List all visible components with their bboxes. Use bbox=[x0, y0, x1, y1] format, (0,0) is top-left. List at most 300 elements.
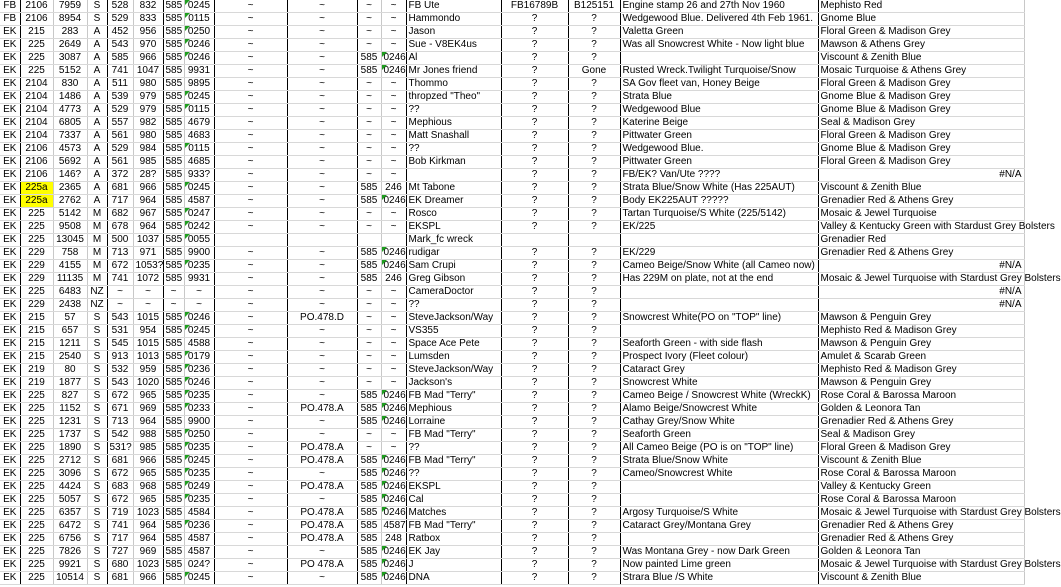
cell-code-b[interactable]: 1015 bbox=[133, 338, 163, 351]
cell-col-n[interactable]: ? bbox=[501, 221, 568, 234]
cell-owner[interactable]: Mt Tabone bbox=[406, 182, 501, 195]
cell-number[interactable]: 4573 bbox=[53, 143, 87, 156]
cell-po-number[interactable]: ~ bbox=[287, 78, 357, 91]
cell-col-n[interactable]: ? bbox=[501, 143, 568, 156]
cell-code-c[interactable]: 585 bbox=[163, 429, 184, 442]
cell-owner[interactable]: Jackson's bbox=[406, 377, 501, 390]
cell-col-n[interactable]: ? bbox=[501, 260, 568, 273]
cell-number[interactable]: 11135 bbox=[53, 273, 87, 286]
cell-col-n[interactable]: ? bbox=[501, 156, 568, 169]
cell-notes[interactable]: Tartan Turquoise/S White (225/5142) bbox=[620, 208, 818, 221]
cell-model[interactable]: EK bbox=[0, 572, 20, 585]
cell-trim[interactable]: Gnome Blue & Madison Grey bbox=[818, 143, 1024, 156]
cell-col-n[interactable]: ? bbox=[501, 559, 568, 572]
cell-owner[interactable]: ?? bbox=[406, 104, 501, 117]
cell-col-n[interactable]: ? bbox=[501, 468, 568, 481]
cell-misc-a[interactable]: ~ bbox=[214, 533, 287, 546]
cell-code-d[interactable]: 0235 bbox=[184, 390, 214, 403]
cell-misc-a[interactable]: ~ bbox=[214, 13, 287, 26]
cell-code-a[interactable]: 681 bbox=[107, 572, 133, 585]
cell-number[interactable]: 2540 bbox=[53, 351, 87, 364]
cell-po-number[interactable]: ~ bbox=[287, 390, 357, 403]
cell-trans[interactable]: NZ bbox=[87, 286, 107, 299]
cell-plate-a[interactable]: 585 bbox=[357, 455, 381, 468]
cell-plate-a[interactable]: ~ bbox=[357, 286, 381, 299]
cell-number[interactable]: 2365 bbox=[53, 182, 87, 195]
cell-col-o[interactable]: ? bbox=[568, 572, 620, 585]
cell-model[interactable]: EK bbox=[0, 182, 20, 195]
cell-code-b[interactable]: 971 bbox=[133, 247, 163, 260]
cell-plate-a[interactable]: ~ bbox=[357, 325, 381, 338]
cell-trim[interactable]: Floral Green & Madison Grey bbox=[818, 78, 1024, 91]
cell-po-number[interactable]: ~ bbox=[287, 13, 357, 26]
cell-trim[interactable]: #N/A bbox=[818, 169, 1024, 182]
cell-owner[interactable]: Thommo bbox=[406, 78, 501, 91]
cell-col-o[interactable]: ? bbox=[568, 468, 620, 481]
cell-trans[interactable]: S bbox=[87, 364, 107, 377]
cell-plate-b[interactable]: 0246 bbox=[381, 195, 406, 208]
cell-trim[interactable]: Mawson & Penguin Grey bbox=[818, 312, 1024, 325]
cell-trans[interactable]: S bbox=[87, 468, 107, 481]
cell-plate-b[interactable]: 0246 bbox=[381, 416, 406, 429]
cell-engine[interactable]: 2104 bbox=[20, 104, 53, 117]
cell-trans[interactable]: A bbox=[87, 117, 107, 130]
cell-owner[interactable]: FB Mad "Terry" bbox=[406, 390, 501, 403]
cell-col-o[interactable]: ? bbox=[568, 559, 620, 572]
cell-plate-b[interactable]: 246 bbox=[381, 182, 406, 195]
cell-notes[interactable]: Cathay Grey/Snow White bbox=[620, 416, 818, 429]
cell-trim[interactable]: Grenadier Red & Athens Grey bbox=[818, 416, 1024, 429]
cell-code-a[interactable]: 672 bbox=[107, 468, 133, 481]
cell-plate-b[interactable]: ~ bbox=[381, 429, 406, 442]
cell-trim[interactable]: Grenadier Red & Athens Grey bbox=[818, 533, 1024, 546]
cell-code-a[interactable]: 741 bbox=[107, 65, 133, 78]
cell-owner[interactable]: FB Mad "Terry" bbox=[406, 455, 501, 468]
cell-col-o[interactable]: ? bbox=[568, 403, 620, 416]
cell-model[interactable]: EK bbox=[0, 416, 20, 429]
cell-engine[interactable]: 215 bbox=[20, 351, 53, 364]
cell-engine[interactable]: 2106 bbox=[20, 0, 53, 13]
cell-code-b[interactable]: 28? bbox=[133, 169, 163, 182]
cell-code-b[interactable]: 1023 bbox=[133, 507, 163, 520]
cell-number[interactable]: 57 bbox=[53, 312, 87, 325]
cell-number[interactable]: 1486 bbox=[53, 91, 87, 104]
cell-plate-b[interactable]: 0246 bbox=[381, 260, 406, 273]
cell-notes[interactable]: EK/229 bbox=[620, 247, 818, 260]
cell-trans[interactable]: A bbox=[87, 195, 107, 208]
cell-notes[interactable]: Strata Blue/Snow White (Has 225AUT) bbox=[620, 182, 818, 195]
cell-trans[interactable]: M bbox=[87, 221, 107, 234]
cell-trans[interactable]: S bbox=[87, 13, 107, 26]
cell-notes[interactable]: Engine stamp 26 and 27th Nov 1960 bbox=[620, 0, 818, 13]
cell-notes[interactable]: Body EK225AUT ????? bbox=[620, 195, 818, 208]
cell-owner[interactable]: Bob Kirkman bbox=[406, 156, 501, 169]
cell-code-c[interactable]: 585 bbox=[163, 507, 184, 520]
cell-engine[interactable]: 225 bbox=[20, 221, 53, 234]
cell-notes[interactable]: Cataract Grey bbox=[620, 364, 818, 377]
cell-trim[interactable]: Seal & Madison Grey bbox=[818, 117, 1024, 130]
cell-model[interactable]: EK bbox=[0, 156, 20, 169]
cell-number[interactable]: 1890 bbox=[53, 442, 87, 455]
cell-misc-a[interactable]: ~ bbox=[214, 546, 287, 559]
cell-col-n[interactable]: ? bbox=[501, 351, 568, 364]
cell-owner[interactable]: DNA bbox=[406, 572, 501, 585]
cell-plate-a[interactable]: ~ bbox=[357, 169, 381, 182]
cell-code-a[interactable]: 719 bbox=[107, 507, 133, 520]
cell-trans[interactable]: M bbox=[87, 234, 107, 247]
cell-number[interactable]: 1231 bbox=[53, 416, 87, 429]
cell-trans[interactable]: A bbox=[87, 143, 107, 156]
cell-notes[interactable]: Seaforth Green - with side flash bbox=[620, 338, 818, 351]
cell-engine[interactable]: 219 bbox=[20, 364, 53, 377]
cell-owner[interactable]: Mr Jones friend bbox=[406, 65, 501, 78]
cell-notes[interactable] bbox=[620, 494, 818, 507]
cell-misc-a[interactable]: ~ bbox=[214, 208, 287, 221]
cell-number[interactable]: 10514 bbox=[53, 572, 87, 585]
cell-code-a[interactable]: ~ bbox=[107, 299, 133, 312]
cell-plate-b[interactable]: ~ bbox=[381, 39, 406, 52]
cell-col-o[interactable]: ? bbox=[568, 156, 620, 169]
cell-plate-b[interactable]: ~ bbox=[381, 442, 406, 455]
cell-code-b[interactable]: ~ bbox=[133, 286, 163, 299]
cell-col-o[interactable]: ? bbox=[568, 39, 620, 52]
cell-code-d[interactable]: 4683 bbox=[184, 130, 214, 143]
cell-engine[interactable]: 229 bbox=[20, 299, 53, 312]
cell-notes[interactable]: Seaforth Green bbox=[620, 429, 818, 442]
cell-code-b[interactable]: 965 bbox=[133, 494, 163, 507]
cell-model[interactable]: EK bbox=[0, 91, 20, 104]
cell-engine[interactable]: 225 bbox=[20, 208, 53, 221]
cell-plate-b[interactable]: ~ bbox=[381, 286, 406, 299]
cell-owner[interactable]: Ratbox bbox=[406, 533, 501, 546]
cell-code-b[interactable]: 964 bbox=[133, 221, 163, 234]
cell-trans[interactable]: S bbox=[87, 338, 107, 351]
cell-code-a[interactable]: 539 bbox=[107, 91, 133, 104]
cell-trans[interactable]: S bbox=[87, 0, 107, 13]
cell-code-d[interactable]: 0235 bbox=[184, 468, 214, 481]
cell-plate-a[interactable]: 585 bbox=[357, 247, 381, 260]
cell-col-n[interactable]: ? bbox=[501, 78, 568, 91]
cell-engine[interactable]: 225 bbox=[20, 559, 53, 572]
cell-notes[interactable] bbox=[620, 52, 818, 65]
cell-po-number[interactable]: PO.478.A bbox=[287, 403, 357, 416]
cell-plate-b[interactable]: 0246 bbox=[381, 507, 406, 520]
cell-plate-b[interactable]: ~ bbox=[381, 78, 406, 91]
cell-trim[interactable]: Mosaic & Jewel Turquoise with Stardust Grey Bolsters bbox=[818, 559, 1024, 572]
cell-col-n[interactable]: ? bbox=[501, 377, 568, 390]
cell-model[interactable]: EK bbox=[0, 39, 20, 52]
cell-plate-a[interactable]: 585 bbox=[357, 390, 381, 403]
cell-code-a[interactable]: 529 bbox=[107, 143, 133, 156]
cell-trans[interactable]: S bbox=[87, 312, 107, 325]
cell-owner[interactable]: Mephious bbox=[406, 403, 501, 416]
cell-plate-a[interactable]: 585 bbox=[357, 182, 381, 195]
cell-model[interactable]: EK bbox=[0, 546, 20, 559]
cell-code-c[interactable]: 585 bbox=[163, 13, 184, 26]
cell-po-number[interactable]: ~ bbox=[287, 156, 357, 169]
cell-code-d[interactable]: 0236 bbox=[184, 364, 214, 377]
cell-code-b[interactable]: 980 bbox=[133, 78, 163, 91]
cell-plate-a[interactable]: 585 bbox=[357, 520, 381, 533]
cell-code-b[interactable]: 966 bbox=[133, 455, 163, 468]
cell-col-n[interactable]: ? bbox=[501, 507, 568, 520]
cell-trans[interactable]: S bbox=[87, 351, 107, 364]
cell-po-number[interactable]: ~ bbox=[287, 208, 357, 221]
cell-trans[interactable]: M bbox=[87, 247, 107, 260]
cell-owner[interactable]: VS355 bbox=[406, 325, 501, 338]
cell-number[interactable]: 5692 bbox=[53, 156, 87, 169]
cell-po-number[interactable]: ~ bbox=[287, 26, 357, 39]
cell-trim[interactable]: Floral Green & Madison Grey bbox=[818, 442, 1024, 455]
cell-po-number[interactable]: ~ bbox=[287, 117, 357, 130]
cell-code-a[interactable]: 727 bbox=[107, 546, 133, 559]
cell-plate-b[interactable]: 0246 bbox=[381, 247, 406, 260]
cell-col-n[interactable]: ? bbox=[501, 13, 568, 26]
cell-notes[interactable]: Was Montana Grey - now Dark Green bbox=[620, 546, 818, 559]
cell-notes[interactable]: SA Gov fleet van, Honey Beige bbox=[620, 78, 818, 91]
cell-model[interactable]: EK bbox=[0, 208, 20, 221]
cell-col-o[interactable]: ? bbox=[568, 299, 620, 312]
cell-code-a[interactable]: 543 bbox=[107, 39, 133, 52]
cell-code-c[interactable]: 585 bbox=[163, 416, 184, 429]
cell-owner[interactable]: Sam Crupi bbox=[406, 260, 501, 273]
cell-col-o[interactable]: ? bbox=[568, 546, 620, 559]
cell-code-c[interactable]: 585 bbox=[163, 78, 184, 91]
cell-code-b[interactable]: 969 bbox=[133, 546, 163, 559]
cell-col-n[interactable]: ? bbox=[501, 403, 568, 416]
cell-plate-a[interactable]: 585 bbox=[357, 195, 381, 208]
cell-col-o[interactable]: Gone bbox=[568, 65, 620, 78]
cell-plate-a[interactable]: ~ bbox=[357, 104, 381, 117]
cell-code-a[interactable]: 672 bbox=[107, 390, 133, 403]
cell-plate-b[interactable]: ~ bbox=[381, 143, 406, 156]
cell-code-c[interactable]: 585 bbox=[163, 52, 184, 65]
cell-number[interactable]: 5152 bbox=[53, 65, 87, 78]
cell-misc-a[interactable]: ~ bbox=[214, 221, 287, 234]
cell-trim[interactable]: Mephisto Red & Madison Grey bbox=[818, 325, 1024, 338]
cell-code-b[interactable]: 984 bbox=[133, 143, 163, 156]
cell-owner[interactable]: Greg Gibson bbox=[406, 273, 501, 286]
cell-po-number[interactable]: ~ bbox=[287, 338, 357, 351]
cell-code-d[interactable]: 0250 bbox=[184, 429, 214, 442]
cell-code-a[interactable]: 511 bbox=[107, 78, 133, 91]
cell-trans[interactable]: A bbox=[87, 78, 107, 91]
cell-trans[interactable]: A bbox=[87, 91, 107, 104]
cell-trim[interactable]: Rose Coral & Barossa Maroon bbox=[818, 468, 1024, 481]
cell-code-d[interactable]: 0245 bbox=[184, 91, 214, 104]
cell-code-b[interactable]: 1037 bbox=[133, 234, 163, 247]
cell-code-b[interactable]: 966 bbox=[133, 572, 163, 585]
cell-notes[interactable]: Prospect Ivory (Fleet colour) bbox=[620, 351, 818, 364]
cell-trans[interactable]: S bbox=[87, 520, 107, 533]
cell-po-number[interactable]: ~ bbox=[287, 169, 357, 182]
cell-notes[interactable]: Pittwater Green bbox=[620, 156, 818, 169]
cell-owner[interactable]: Lorraine bbox=[406, 416, 501, 429]
cell-po-number[interactable]: PO.478.A bbox=[287, 520, 357, 533]
cell-col-o[interactable]: ? bbox=[568, 351, 620, 364]
cell-code-c[interactable]: 585 bbox=[163, 182, 184, 195]
cell-notes[interactable]: Argosy Turquoise/S White bbox=[620, 507, 818, 520]
cell-col-o[interactable]: ? bbox=[568, 143, 620, 156]
cell-owner[interactable]: EK Dreamer bbox=[406, 195, 501, 208]
cell-po-number[interactable]: ~ bbox=[287, 260, 357, 273]
cell-code-a[interactable]: 500 bbox=[107, 234, 133, 247]
cell-po-number[interactable]: ~ bbox=[287, 429, 357, 442]
cell-number[interactable]: 9921 bbox=[53, 559, 87, 572]
cell-col-n[interactable]: ? bbox=[501, 429, 568, 442]
cell-plate-a[interactable]: ~ bbox=[357, 39, 381, 52]
cell-plate-b[interactable]: ~ bbox=[381, 156, 406, 169]
cell-code-a[interactable]: 913 bbox=[107, 351, 133, 364]
cell-trim[interactable]: Grenadier Red bbox=[818, 234, 1024, 247]
cell-po-number[interactable]: ~ bbox=[287, 325, 357, 338]
cell-code-c[interactable]: ~ bbox=[163, 286, 184, 299]
cell-col-o[interactable]: ? bbox=[568, 312, 620, 325]
cell-plate-b[interactable]: 0246 bbox=[381, 52, 406, 65]
cell-plate-a[interactable]: 585 bbox=[357, 481, 381, 494]
cell-number[interactable]: 8954 bbox=[53, 13, 87, 26]
cell-trans[interactable]: A bbox=[87, 26, 107, 39]
cell-po-number[interactable]: PO.478.A bbox=[287, 507, 357, 520]
cell-engine[interactable]: 2106 bbox=[20, 169, 53, 182]
cell-trim[interactable]: #N/A bbox=[818, 299, 1024, 312]
cell-trim[interactable]: Floral Green & Madison Grey bbox=[818, 130, 1024, 143]
cell-po-number[interactable]: PO.478.A bbox=[287, 481, 357, 494]
cell-owner[interactable]: Mephious bbox=[406, 117, 501, 130]
cell-code-b[interactable]: 954 bbox=[133, 325, 163, 338]
cell-plate-b[interactable]: ~ bbox=[381, 338, 406, 351]
cell-trim[interactable]: Mosaic & Jewel Turquoise with Stardust Grey Bolsters bbox=[818, 273, 1024, 286]
cell-number[interactable]: 3096 bbox=[53, 468, 87, 481]
cell-notes[interactable] bbox=[620, 286, 818, 299]
cell-po-number[interactable]: ~ bbox=[287, 299, 357, 312]
cell-model[interactable]: EK bbox=[0, 520, 20, 533]
cell-code-a[interactable]: 372 bbox=[107, 169, 133, 182]
cell-trans[interactable]: S bbox=[87, 390, 107, 403]
cell-trim[interactable]: Gnome Blue & Madison Grey bbox=[818, 104, 1024, 117]
cell-col-n[interactable]: ? bbox=[501, 338, 568, 351]
cell-code-d[interactable]: 0246 bbox=[184, 39, 214, 52]
cell-misc-a[interactable]: ~ bbox=[214, 429, 287, 442]
cell-trim[interactable]: Amulet & Scarab Green bbox=[818, 351, 1024, 364]
cell-misc-a[interactable]: ~ bbox=[214, 403, 287, 416]
cell-col-n[interactable]: ? bbox=[501, 130, 568, 143]
cell-plate-b[interactable]: 0246 bbox=[381, 559, 406, 572]
cell-engine[interactable]: 225 bbox=[20, 442, 53, 455]
cell-misc-a[interactable]: ~ bbox=[214, 377, 287, 390]
cell-trim[interactable]: Mosaic & Jewel Turquoise with Stardust Grey Bolsters bbox=[818, 507, 1024, 520]
cell-notes[interactable]: Now painted Lime green bbox=[620, 559, 818, 572]
cell-trans[interactable]: S bbox=[87, 403, 107, 416]
cell-col-o[interactable]: ? bbox=[568, 260, 620, 273]
cell-model[interactable]: EK bbox=[0, 312, 20, 325]
cell-misc-a[interactable]: ~ bbox=[214, 481, 287, 494]
cell-misc-a[interactable]: ~ bbox=[214, 572, 287, 585]
cell-code-b[interactable]: 979 bbox=[133, 91, 163, 104]
cell-col-o[interactable]: B125151 bbox=[568, 0, 620, 13]
cell-col-o[interactable]: ? bbox=[568, 416, 620, 429]
cell-plate-a[interactable]: ~ bbox=[357, 377, 381, 390]
cell-code-d[interactable]: 4685 bbox=[184, 156, 214, 169]
cell-model[interactable]: EK bbox=[0, 559, 20, 572]
cell-col-n[interactable]: ? bbox=[501, 481, 568, 494]
cell-plate-b[interactable]: ~ bbox=[381, 26, 406, 39]
cell-col-o[interactable]: ? bbox=[568, 104, 620, 117]
cell-po-number[interactable]: ~ bbox=[287, 130, 357, 143]
cell-owner[interactable]: ?? bbox=[406, 468, 501, 481]
cell-code-c[interactable]: 585 bbox=[163, 364, 184, 377]
cell-trim[interactable]: Grenadier Red & Athens Grey bbox=[818, 247, 1024, 260]
cell-engine[interactable]: 225 bbox=[20, 533, 53, 546]
cell-plate-b[interactable]: 0246 bbox=[381, 481, 406, 494]
cell-engine[interactable]: 225 bbox=[20, 234, 53, 247]
cell-trans[interactable]: S bbox=[87, 507, 107, 520]
cell-col-n[interactable]: ? bbox=[501, 247, 568, 260]
cell-model[interactable]: EK bbox=[0, 234, 20, 247]
cell-trans[interactable]: NZ bbox=[87, 299, 107, 312]
cell-po-number[interactable]: ~ bbox=[287, 247, 357, 260]
cell-trans[interactable]: A bbox=[87, 182, 107, 195]
cell-engine[interactable]: 225 bbox=[20, 455, 53, 468]
cell-code-b[interactable]: 1015 bbox=[133, 312, 163, 325]
cell-col-n[interactable]: ? bbox=[501, 299, 568, 312]
cell-code-a[interactable]: 542 bbox=[107, 429, 133, 442]
cell-trans[interactable]: A bbox=[87, 65, 107, 78]
cell-trim[interactable]: Rose Coral & Barossa Maroon bbox=[818, 390, 1024, 403]
cell-col-o[interactable]: ? bbox=[568, 117, 620, 130]
cell-plate-a[interactable]: ~ bbox=[357, 78, 381, 91]
cell-plate-a[interactable]: ~ bbox=[357, 208, 381, 221]
cell-notes[interactable]: Katerine Beige bbox=[620, 117, 818, 130]
cell-plate-b[interactable]: 246 bbox=[381, 273, 406, 286]
cell-code-a[interactable]: 529 bbox=[107, 13, 133, 26]
cell-code-c[interactable]: 585 bbox=[163, 494, 184, 507]
cell-col-n[interactable]: ? bbox=[501, 104, 568, 117]
cell-owner[interactable]: EKSPL bbox=[406, 221, 501, 234]
cell-model[interactable]: EK bbox=[0, 390, 20, 403]
cell-number[interactable]: 13045 bbox=[53, 234, 87, 247]
cell-code-a[interactable]: 741 bbox=[107, 520, 133, 533]
cell-code-c[interactable]: 585 bbox=[163, 260, 184, 273]
cell-plate-b[interactable]: 0246 bbox=[381, 65, 406, 78]
cell-code-d[interactable]: 0250 bbox=[184, 26, 214, 39]
cell-code-d[interactable]: 0115 bbox=[184, 104, 214, 117]
cell-trans[interactable]: S bbox=[87, 442, 107, 455]
cell-trans[interactable]: A bbox=[87, 52, 107, 65]
cell-code-c[interactable]: 585 bbox=[163, 559, 184, 572]
cell-owner[interactable]: rudigar bbox=[406, 247, 501, 260]
cell-model[interactable]: FB bbox=[0, 13, 20, 26]
cell-engine[interactable]: 215 bbox=[20, 325, 53, 338]
cell-col-n[interactable]: ? bbox=[501, 364, 568, 377]
cell-notes[interactable]: Cameo Beige / Snowcrest White (WreckK) bbox=[620, 390, 818, 403]
cell-code-d[interactable]: ~ bbox=[184, 299, 214, 312]
cell-col-n[interactable]: ? bbox=[501, 494, 568, 507]
cell-code-c[interactable]: 585 bbox=[163, 325, 184, 338]
cell-plate-a[interactable]: 585 bbox=[357, 572, 381, 585]
cell-notes[interactable]: Has 229M on plate, not at the end bbox=[620, 273, 818, 286]
cell-code-a[interactable]: 528 bbox=[107, 0, 133, 13]
cell-engine[interactable]: 229 bbox=[20, 273, 53, 286]
cell-model[interactable]: EK bbox=[0, 247, 20, 260]
cell-code-a[interactable]: 452 bbox=[107, 26, 133, 39]
cell-po-number[interactable]: ~ bbox=[287, 39, 357, 52]
cell-plate-a[interactable]: 585 bbox=[357, 403, 381, 416]
cell-number[interactable]: 5142 bbox=[53, 208, 87, 221]
cell-plate-a[interactable]: ~ bbox=[357, 221, 381, 234]
cell-misc-a[interactable]: ~ bbox=[214, 247, 287, 260]
cell-model[interactable]: EK bbox=[0, 455, 20, 468]
